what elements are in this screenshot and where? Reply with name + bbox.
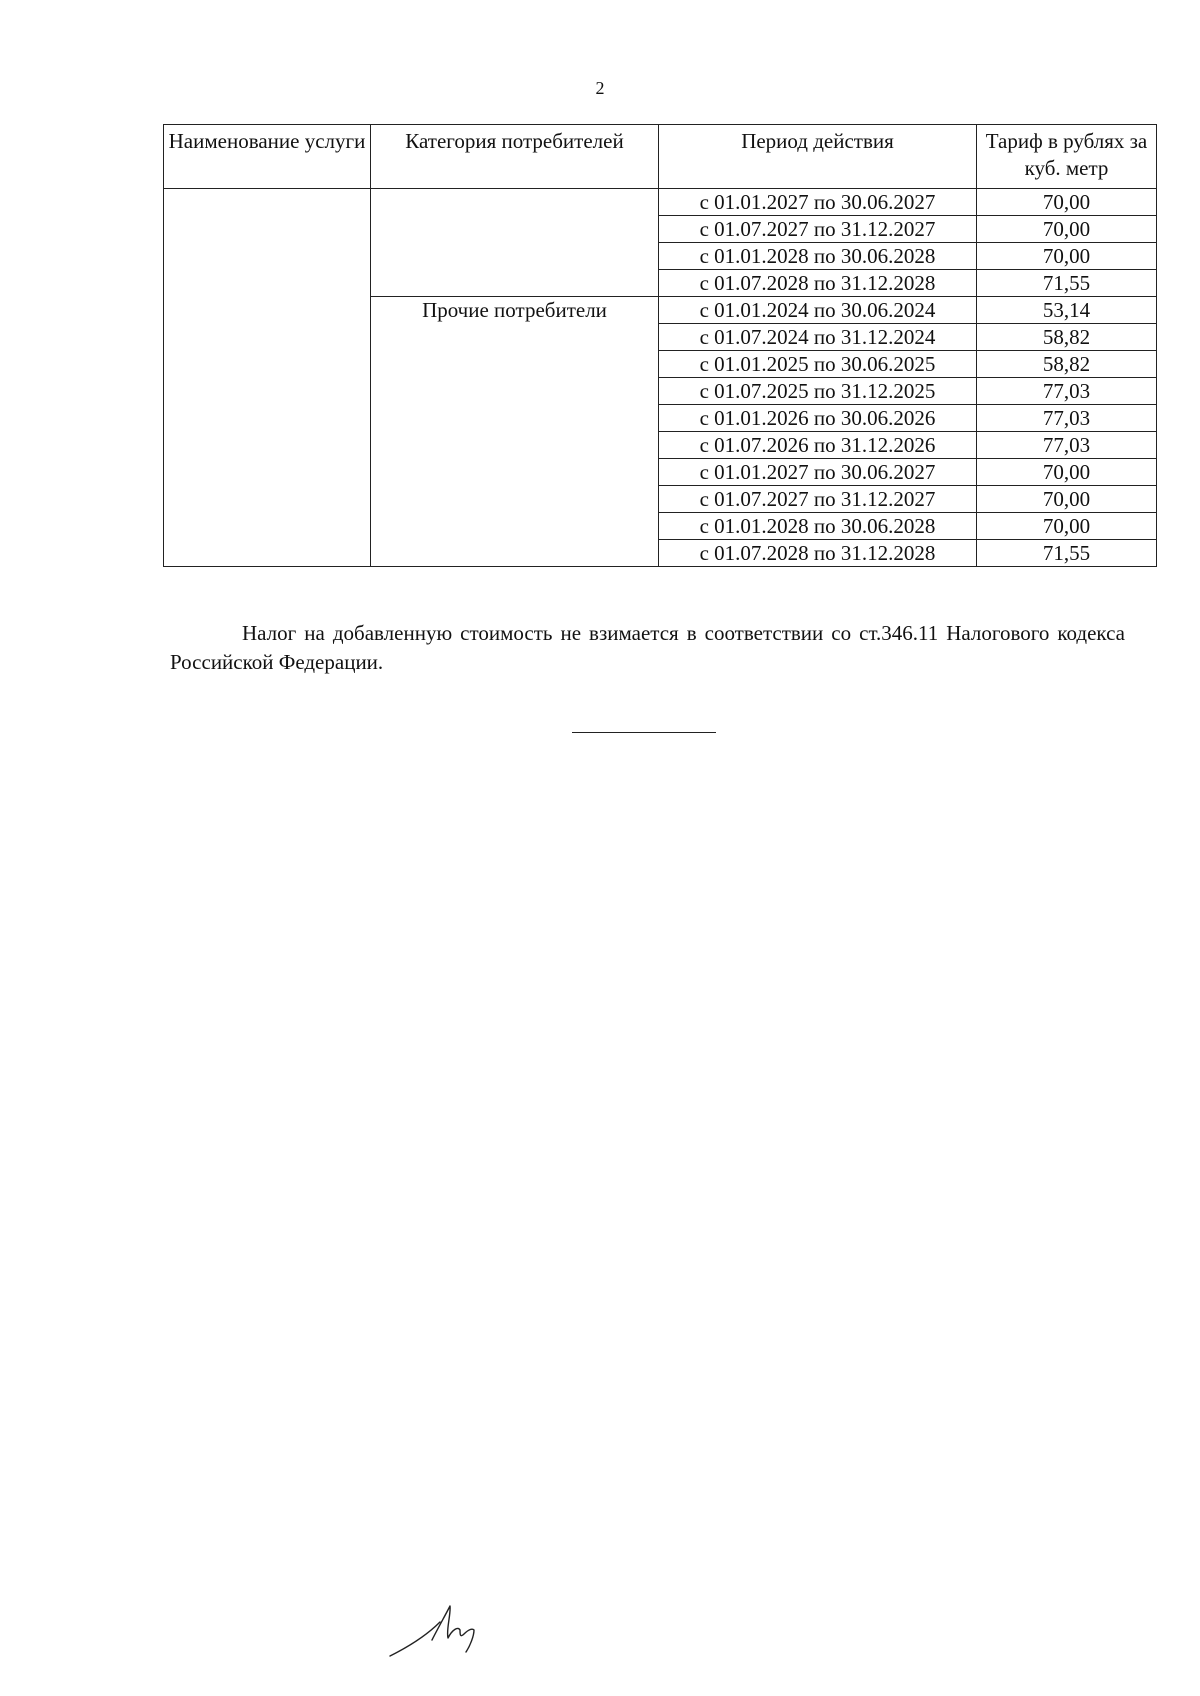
tariff-cell: 77,03 — [977, 432, 1157, 459]
tariff-cell: 70,00 — [977, 189, 1157, 216]
end-divider — [572, 732, 716, 733]
tariff-cell: 77,03 — [977, 405, 1157, 432]
period-cell: с 01.01.2028 по 30.06.2028 — [659, 243, 977, 270]
tariff-cell: 71,55 — [977, 540, 1157, 567]
period-cell: с 01.01.2024 по 30.06.2024 — [659, 297, 977, 324]
table-row — [164, 189, 1157, 216]
category-cell-2: Прочие потребители — [371, 297, 659, 567]
period-cell: с 01.07.2027 по 31.12.2027 — [659, 486, 977, 513]
tariff-cell: 70,00 — [977, 486, 1157, 513]
table-header-row — [164, 125, 1157, 189]
period-cell: с 01.01.2027 по 30.06.2027 — [659, 459, 977, 486]
header-service: Наименование услуги — [164, 125, 371, 189]
period-cell: с 01.07.2024 по 31.12.2024 — [659, 324, 977, 351]
tariff-cell: 58,82 — [977, 351, 1157, 378]
period-cell: с 01.07.2025 по 31.12.2025 — [659, 378, 977, 405]
period-cell: с 01.07.2028 по 31.12.2028 — [659, 540, 977, 567]
period-cell: с 01.01.2028 по 30.06.2028 — [659, 513, 977, 540]
period-cell: с 01.01.2025 по 30.06.2025 — [659, 351, 977, 378]
service-cell — [164, 189, 371, 567]
tariff-cell: 70,00 — [977, 513, 1157, 540]
tariff-cell: 58,82 — [977, 324, 1157, 351]
period-cell: с 01.07.2027 по 31.12.2027 — [659, 216, 977, 243]
tariff-cell: 70,00 — [977, 459, 1157, 486]
category-cell-1 — [371, 189, 659, 297]
page-number: 2 — [595, 78, 605, 98]
header-period: Период действия — [659, 125, 977, 189]
tariff-cell: 70,00 — [977, 243, 1157, 270]
tariff-cell: 71,55 — [977, 270, 1157, 297]
tariff-cell: 70,00 — [977, 216, 1157, 243]
period-cell: с 01.07.2026 по 31.12.2026 — [659, 432, 977, 459]
header-tariff: Тариф в рублях за куб. метр — [977, 125, 1157, 189]
tariff-cell: 53,14 — [977, 297, 1157, 324]
tariff-table — [163, 124, 1157, 567]
vat-note: Налог на добавленную стоимость не взимается в соответствии со ст.346.11 Налогового кодекса Российской Федерации. — [170, 621, 1125, 674]
tariff-cell: 77,03 — [977, 378, 1157, 405]
period-cell: с 01.07.2028 по 31.12.2028 — [659, 270, 977, 297]
period-cell: с 01.01.2027 по 30.06.2027 — [659, 189, 977, 216]
signature-icon — [388, 1600, 498, 1660]
period-cell: с 01.01.2026 по 30.06.2026 — [659, 405, 977, 432]
header-category: Категория потребителей — [371, 125, 659, 189]
